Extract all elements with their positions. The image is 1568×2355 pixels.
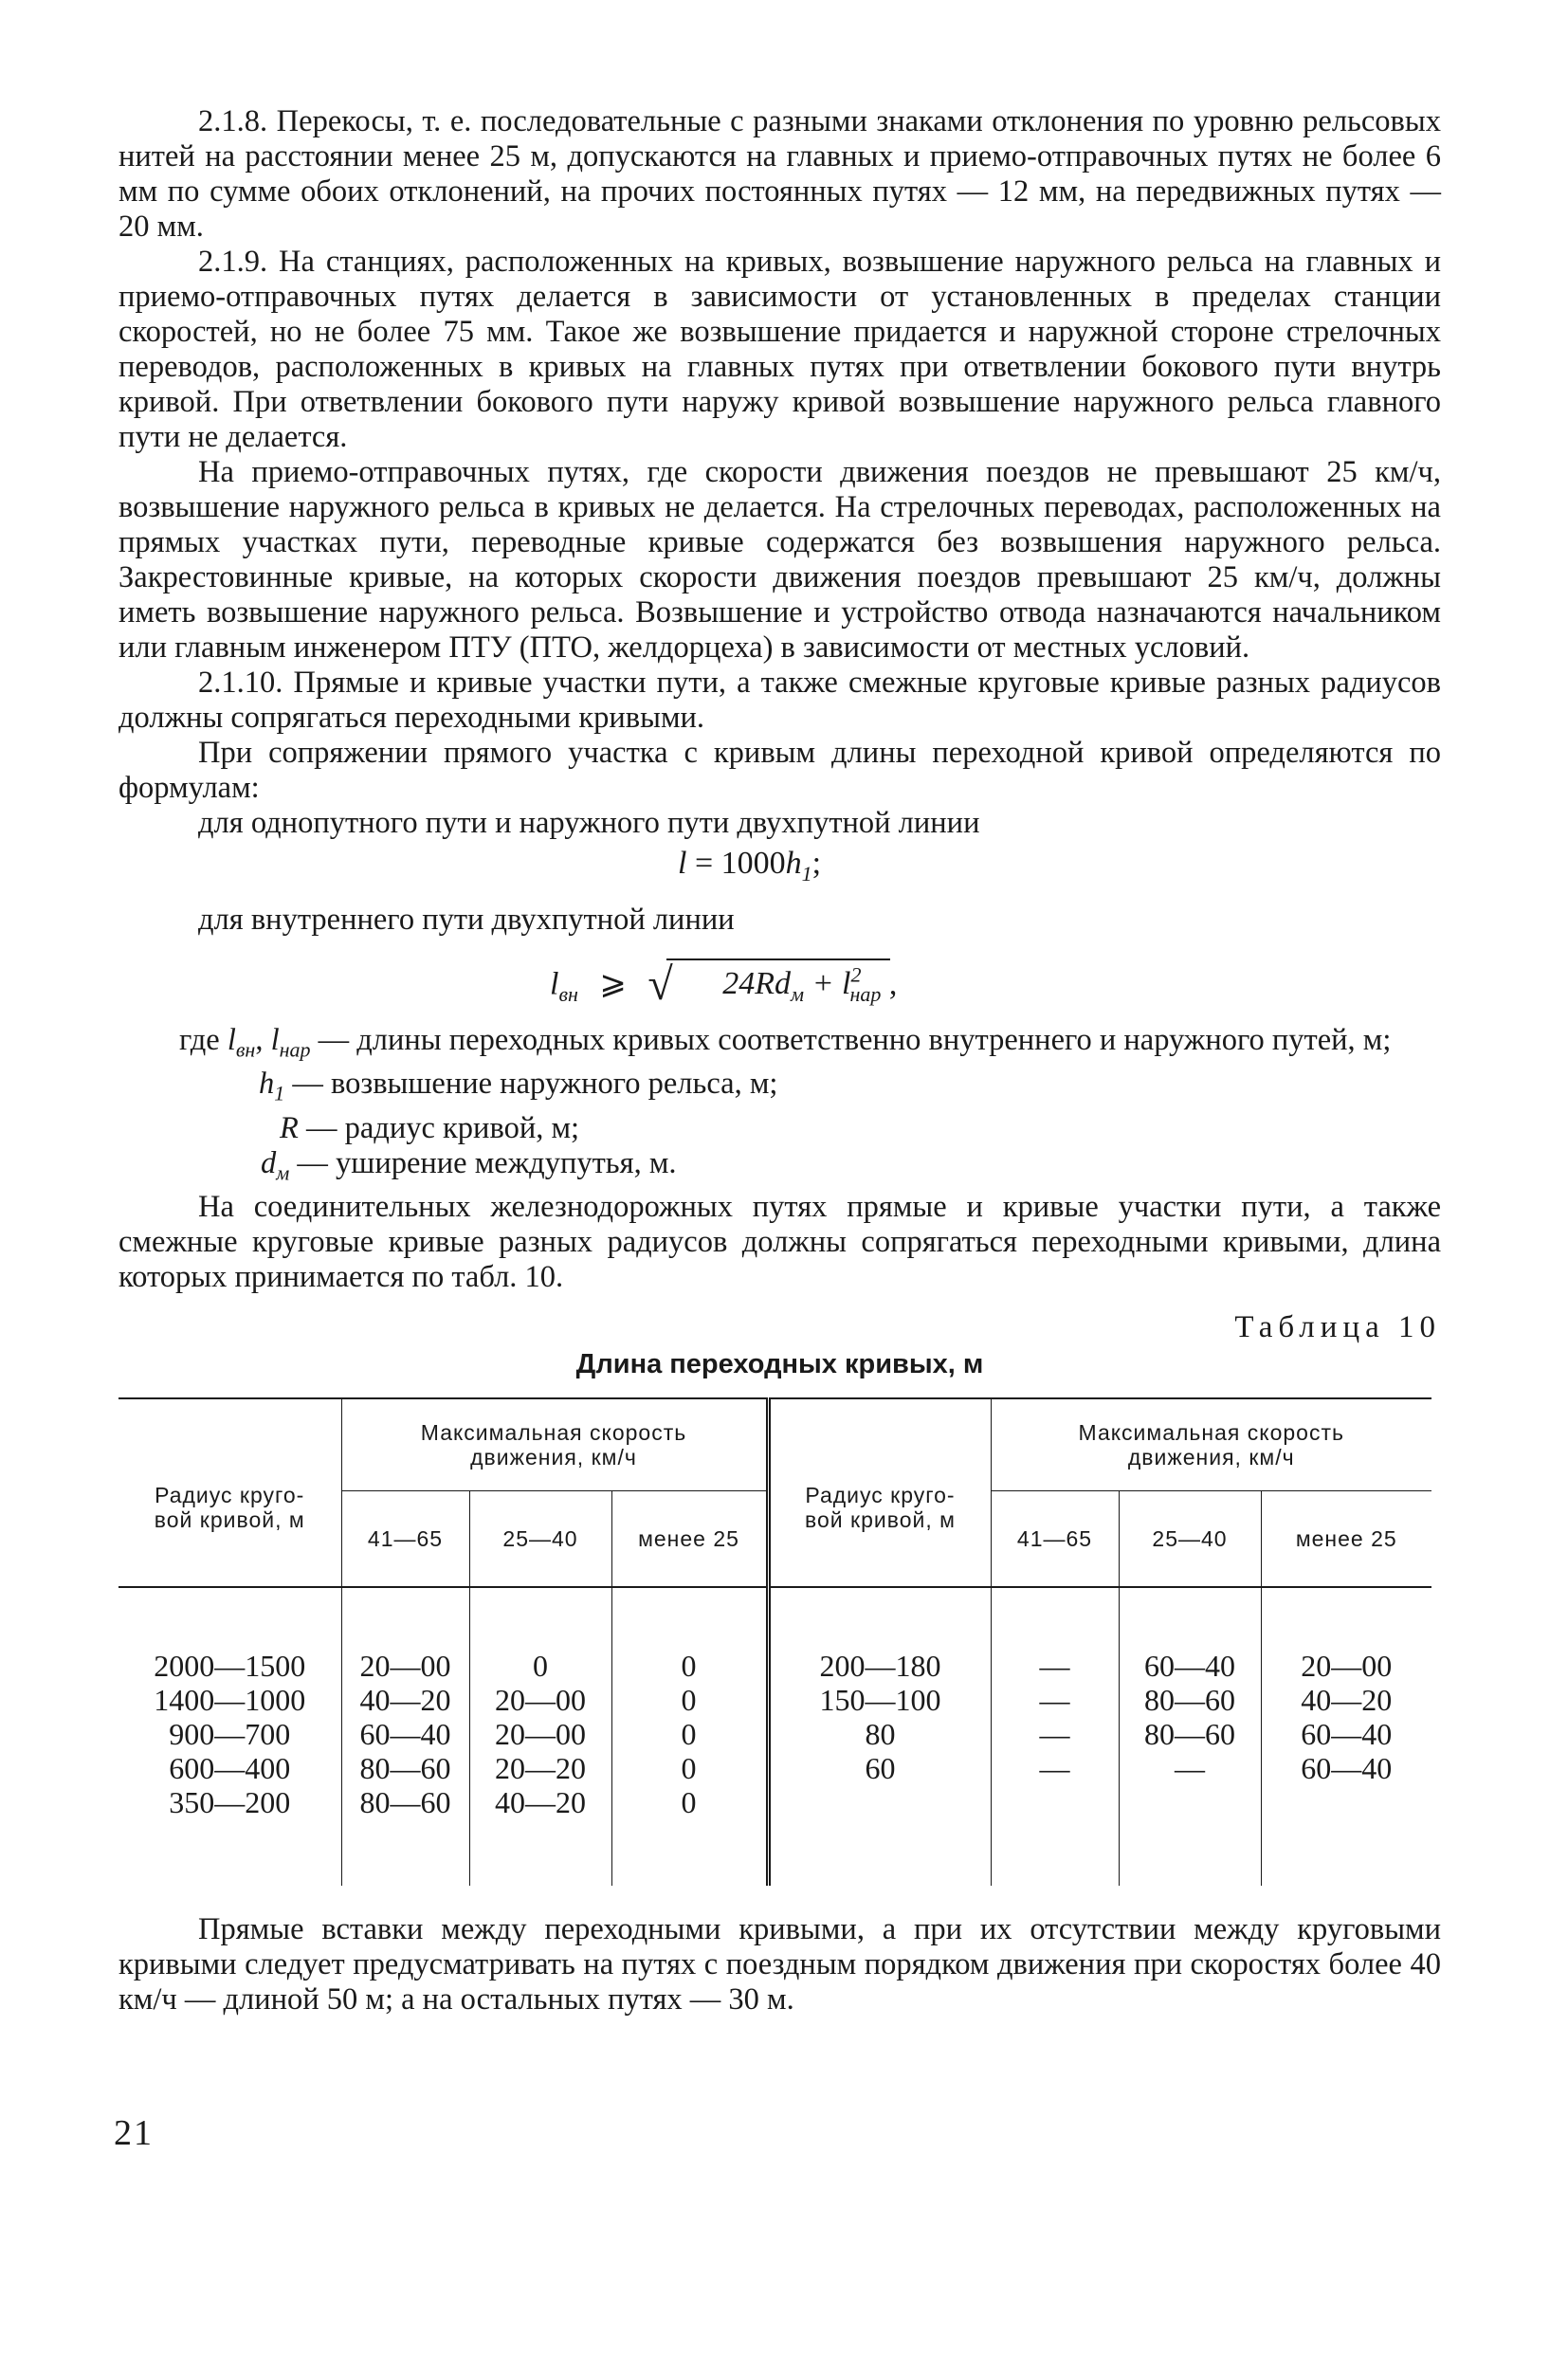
page-number: 21 bbox=[114, 2113, 154, 2153]
cell-under-25-left: 0 bbox=[681, 1717, 697, 1752]
table-label: Таблица 10 bbox=[1234, 1310, 1441, 1345]
legend-sub-outer: нар bbox=[279, 1037, 311, 1062]
legend-sub-h: 1 bbox=[274, 1081, 285, 1105]
cell-41-65-right: — bbox=[1039, 1717, 1070, 1752]
header-speed-41-65-left: 41—65 bbox=[341, 1491, 469, 1588]
cell-25-40-left: 40—20 bbox=[495, 1785, 586, 1820]
sqrt-expression bbox=[647, 957, 881, 1013]
legend-term-r: R bbox=[280, 1110, 299, 1145]
header-speed-left-line1: Максимальная скорость bbox=[420, 1420, 687, 1446]
legend-term-l-outer: l bbox=[270, 1022, 280, 1057]
table-header-row-1 bbox=[119, 1398, 1431, 1491]
formula1-sub: 1 bbox=[801, 861, 812, 885]
table-title: Длина переходных кривых, м bbox=[575, 1349, 984, 1380]
cell-41-65-left: 20—00 bbox=[359, 1649, 451, 1684]
legend-sub-d: м bbox=[276, 1160, 290, 1185]
cell-41-65-left: 40—20 bbox=[359, 1683, 451, 1718]
header-speed-under-25-right: менее 25 bbox=[1261, 1491, 1431, 1588]
cell-41-65-left: 80—60 bbox=[359, 1751, 451, 1786]
single-track-caption: для однопутного пути и наружного пути двухпутной линии bbox=[198, 806, 980, 840]
header-radius-right bbox=[768, 1398, 991, 1587]
cell-41-65-left: 80—60 bbox=[359, 1785, 451, 1820]
formula-inner-track bbox=[119, 957, 1441, 1013]
cell-under-25-right: 60—40 bbox=[1301, 1717, 1393, 1752]
formula2-op: ⩾ bbox=[599, 966, 627, 1002]
cell-41-65-right: — bbox=[1039, 1751, 1070, 1786]
legend-text-lengths: — длины переходных кривых соответственно внутреннего и наружного путей, м; bbox=[310, 1022, 1392, 1057]
col-41-65-left bbox=[341, 1587, 469, 1886]
formula1-lhs: l bbox=[678, 846, 687, 881]
legend-sub-inner: вн bbox=[235, 1037, 256, 1062]
formula2-end: , bbox=[881, 966, 898, 1002]
col-25-40-left bbox=[469, 1587, 611, 1886]
header-speed-under-25-left: менее 25 bbox=[611, 1491, 768, 1588]
page-body bbox=[119, 104, 1441, 2017]
cell-radius-right: 80 bbox=[865, 1717, 896, 1752]
sqrt-bar bbox=[666, 958, 890, 960]
header-radius-left-line2: вой кривой, м bbox=[154, 1506, 305, 1532]
cell-41-65-left: 60—40 bbox=[359, 1717, 451, 1752]
cell-radius-left: 350—200 bbox=[169, 1785, 291, 1820]
legend-text-r: — радиус кривой, м; bbox=[298, 1110, 580, 1145]
cell-25-40-right: — bbox=[1175, 1751, 1205, 1786]
header-radius-left bbox=[119, 1398, 341, 1587]
header-radius-left-line1: Радиус круго- bbox=[155, 1482, 305, 1507]
paragraph-2-1-10-formulas-intro: При сопряжении прямого участка с кривым длины переходной кривой определяются по формулам: bbox=[119, 736, 1441, 805]
cell-under-25-right: 60—40 bbox=[1301, 1751, 1393, 1786]
col-under-25-left bbox=[611, 1587, 768, 1886]
cell-25-40-left: 0 bbox=[533, 1649, 548, 1684]
paragraph-2-1-8: 2.1.8. Перекосы, т. е. последовательные с разными знаками отклонения по уровню рельсовых нитей на расстоянии менее 25 м, допускаются на главных и приемо-отправочных путях не более 6 мм по сумме обоих отклонений, на прочих постоянных путях — 12 мм, на передвижных путях — 20 мм. bbox=[119, 104, 1441, 244]
cell-radius-left: 1400—1000 bbox=[154, 1683, 306, 1718]
col-radius-left bbox=[119, 1587, 341, 1886]
header-radius-right-line1: Радиус круго- bbox=[805, 1482, 956, 1507]
cell-25-40-right: 60—40 bbox=[1144, 1649, 1235, 1684]
legend-term-l-inner: l bbox=[227, 1022, 236, 1057]
cell-radius-left: 2000—1500 bbox=[154, 1649, 306, 1684]
legend-sep: , bbox=[255, 1022, 271, 1057]
cell-under-25-right: 40—20 bbox=[1301, 1683, 1393, 1718]
legend-item-r bbox=[119, 1111, 1441, 1146]
paragraph-connecting-tracks: На соединительных железнодорожных путях прямые и кривые участки пути, а также смежные круговые кривые разных радиусов должны сопрягаться переходными кривыми, длина которых принимается по табл. 10. bbox=[119, 1190, 1441, 1295]
formula1-op: = 1000 bbox=[686, 846, 786, 881]
cell-radius-left: 600—400 bbox=[169, 1751, 291, 1786]
cell-25-40-right: 80—60 bbox=[1144, 1717, 1235, 1752]
legend-term-d: d bbox=[261, 1145, 277, 1180]
paragraph-2-1-9: 2.1.9. На станциях, расположенных на кривых, возвышение наружного рельса на главных и приемо-отправочных путях делается в зависимости от установленных в пределах станции скоростей, но не более 75 мм. Такое же возвышение придается и наружной стороне стрелочных переводов, расположенных в кривых на главных путях при ответвлении бокового пути внутрь кривой. При ответвлении бокового пути наружу кривой возвышение наружного рельса главного пути не делается. bbox=[119, 245, 1441, 454]
header-speed-right-line2: движения, км/ч bbox=[1127, 1445, 1295, 1470]
col-41-65-right bbox=[991, 1587, 1119, 1886]
paragraph-2-1-9-continued: На приемо-отправочных путях, где скорости движения поездов не превышают 25 км/ч, возвышение наружного рельса в кривых не делается. На стрелочных переводах, расположенных на прямых участках пути, переводные кривые содержатся без возвышения наружного рельса. Закрестовинные кривые, на которых скорости движения поездов превышают 25 км/ч, должны иметь возвышение наружного рельса. Возвышение и устройство отвода назначаются начальником или главным инженером ПТУ (ПТО, желдорцеха) в зависимости от местных условий. bbox=[119, 455, 1441, 665]
cell-41-65-right: — bbox=[1039, 1683, 1070, 1718]
header-speed-right bbox=[991, 1398, 1431, 1491]
formula1-var: h bbox=[785, 846, 802, 881]
cell-25-40-left: 20—00 bbox=[495, 1683, 586, 1718]
formula1-end: ; bbox=[811, 846, 822, 881]
cell-under-25-left: 0 bbox=[681, 1751, 697, 1786]
col-radius-right bbox=[768, 1587, 991, 1886]
cell-radius-right: 200—180 bbox=[819, 1649, 941, 1684]
table-body-row bbox=[119, 1587, 1431, 1886]
cell-under-25-right: 20—00 bbox=[1301, 1649, 1393, 1684]
cell-under-25-left: 0 bbox=[681, 1785, 697, 1820]
inner-track-caption: для внутреннего пути двухпутной линии bbox=[198, 902, 735, 937]
legend-term-h: h bbox=[259, 1067, 275, 1102]
formula2-lhs: l bbox=[550, 966, 559, 1002]
legend-text-h: — возвышение наружного рельса, м; bbox=[284, 1067, 778, 1102]
header-speed-left-line2: движения, км/ч bbox=[470, 1445, 637, 1470]
legend-item-dm bbox=[119, 1146, 1441, 1191]
formula2-plus: + l bbox=[804, 966, 851, 1002]
header-speed-41-65-right: 41—65 bbox=[991, 1491, 1119, 1588]
transition-curve-table bbox=[119, 1397, 1431, 1886]
radical-icon: √ bbox=[647, 959, 673, 1011]
header-radius-right-line2: вой кривой, м bbox=[805, 1506, 956, 1532]
sqrt-body bbox=[684, 962, 882, 1006]
cell-41-65-right: — bbox=[1039, 1649, 1070, 1684]
formula2-tail-sub: нар bbox=[849, 981, 882, 1006]
legend-lead: где bbox=[179, 1022, 220, 1057]
cell-25-40-left: 20—20 bbox=[495, 1751, 586, 1786]
header-speed-25-40-left: 25—40 bbox=[469, 1491, 611, 1588]
paragraph-2-1-10: 2.1.10. Прямые и кривые участки пути, а также смежные круговые кривые разных радиусов должны сопрягаться переходными кривыми. bbox=[119, 666, 1441, 735]
col-25-40-right bbox=[1119, 1587, 1261, 1886]
cell-under-25-left: 0 bbox=[681, 1649, 697, 1684]
formula2-lhs-sub: вн bbox=[558, 981, 578, 1006]
cell-under-25-left: 0 bbox=[681, 1683, 697, 1718]
cell-radius-left: 900—700 bbox=[169, 1717, 291, 1752]
cell-25-40-right: 80—60 bbox=[1144, 1683, 1235, 1718]
formula2-body: 24Rd bbox=[722, 966, 792, 1002]
formula-single-track bbox=[119, 845, 1441, 893]
cell-radius-right: 60 bbox=[865, 1751, 896, 1786]
formula2-sup: 2 bbox=[850, 962, 862, 987]
header-speed-25-40-right: 25—40 bbox=[1119, 1491, 1261, 1588]
cell-radius-right: 150—100 bbox=[819, 1683, 941, 1718]
col-under-25-right bbox=[1261, 1587, 1431, 1886]
cell-25-40-left: 20—00 bbox=[495, 1717, 586, 1752]
formula2-body-sub: м bbox=[791, 981, 805, 1006]
header-speed-right-line1: Максимальная скорость bbox=[1078, 1420, 1344, 1446]
header-speed-left bbox=[341, 1398, 768, 1491]
legend-item-h1 bbox=[119, 1067, 1441, 1111]
legend-item-lengths bbox=[119, 1023, 1441, 1068]
paragraph-straight-inserts: Прямые вставки между переходными кривыми, а при их отсутствии между круговыми кривыми следует предусматривать на путях с поездным порядком движения при скоростях более 40 км/ч — длиной 50 м; а на остальных путях — 30 м. bbox=[119, 1912, 1441, 2017]
formula-legend bbox=[119, 1023, 1441, 1191]
legend-text-d: — уширение междупутья, м. bbox=[289, 1145, 677, 1180]
